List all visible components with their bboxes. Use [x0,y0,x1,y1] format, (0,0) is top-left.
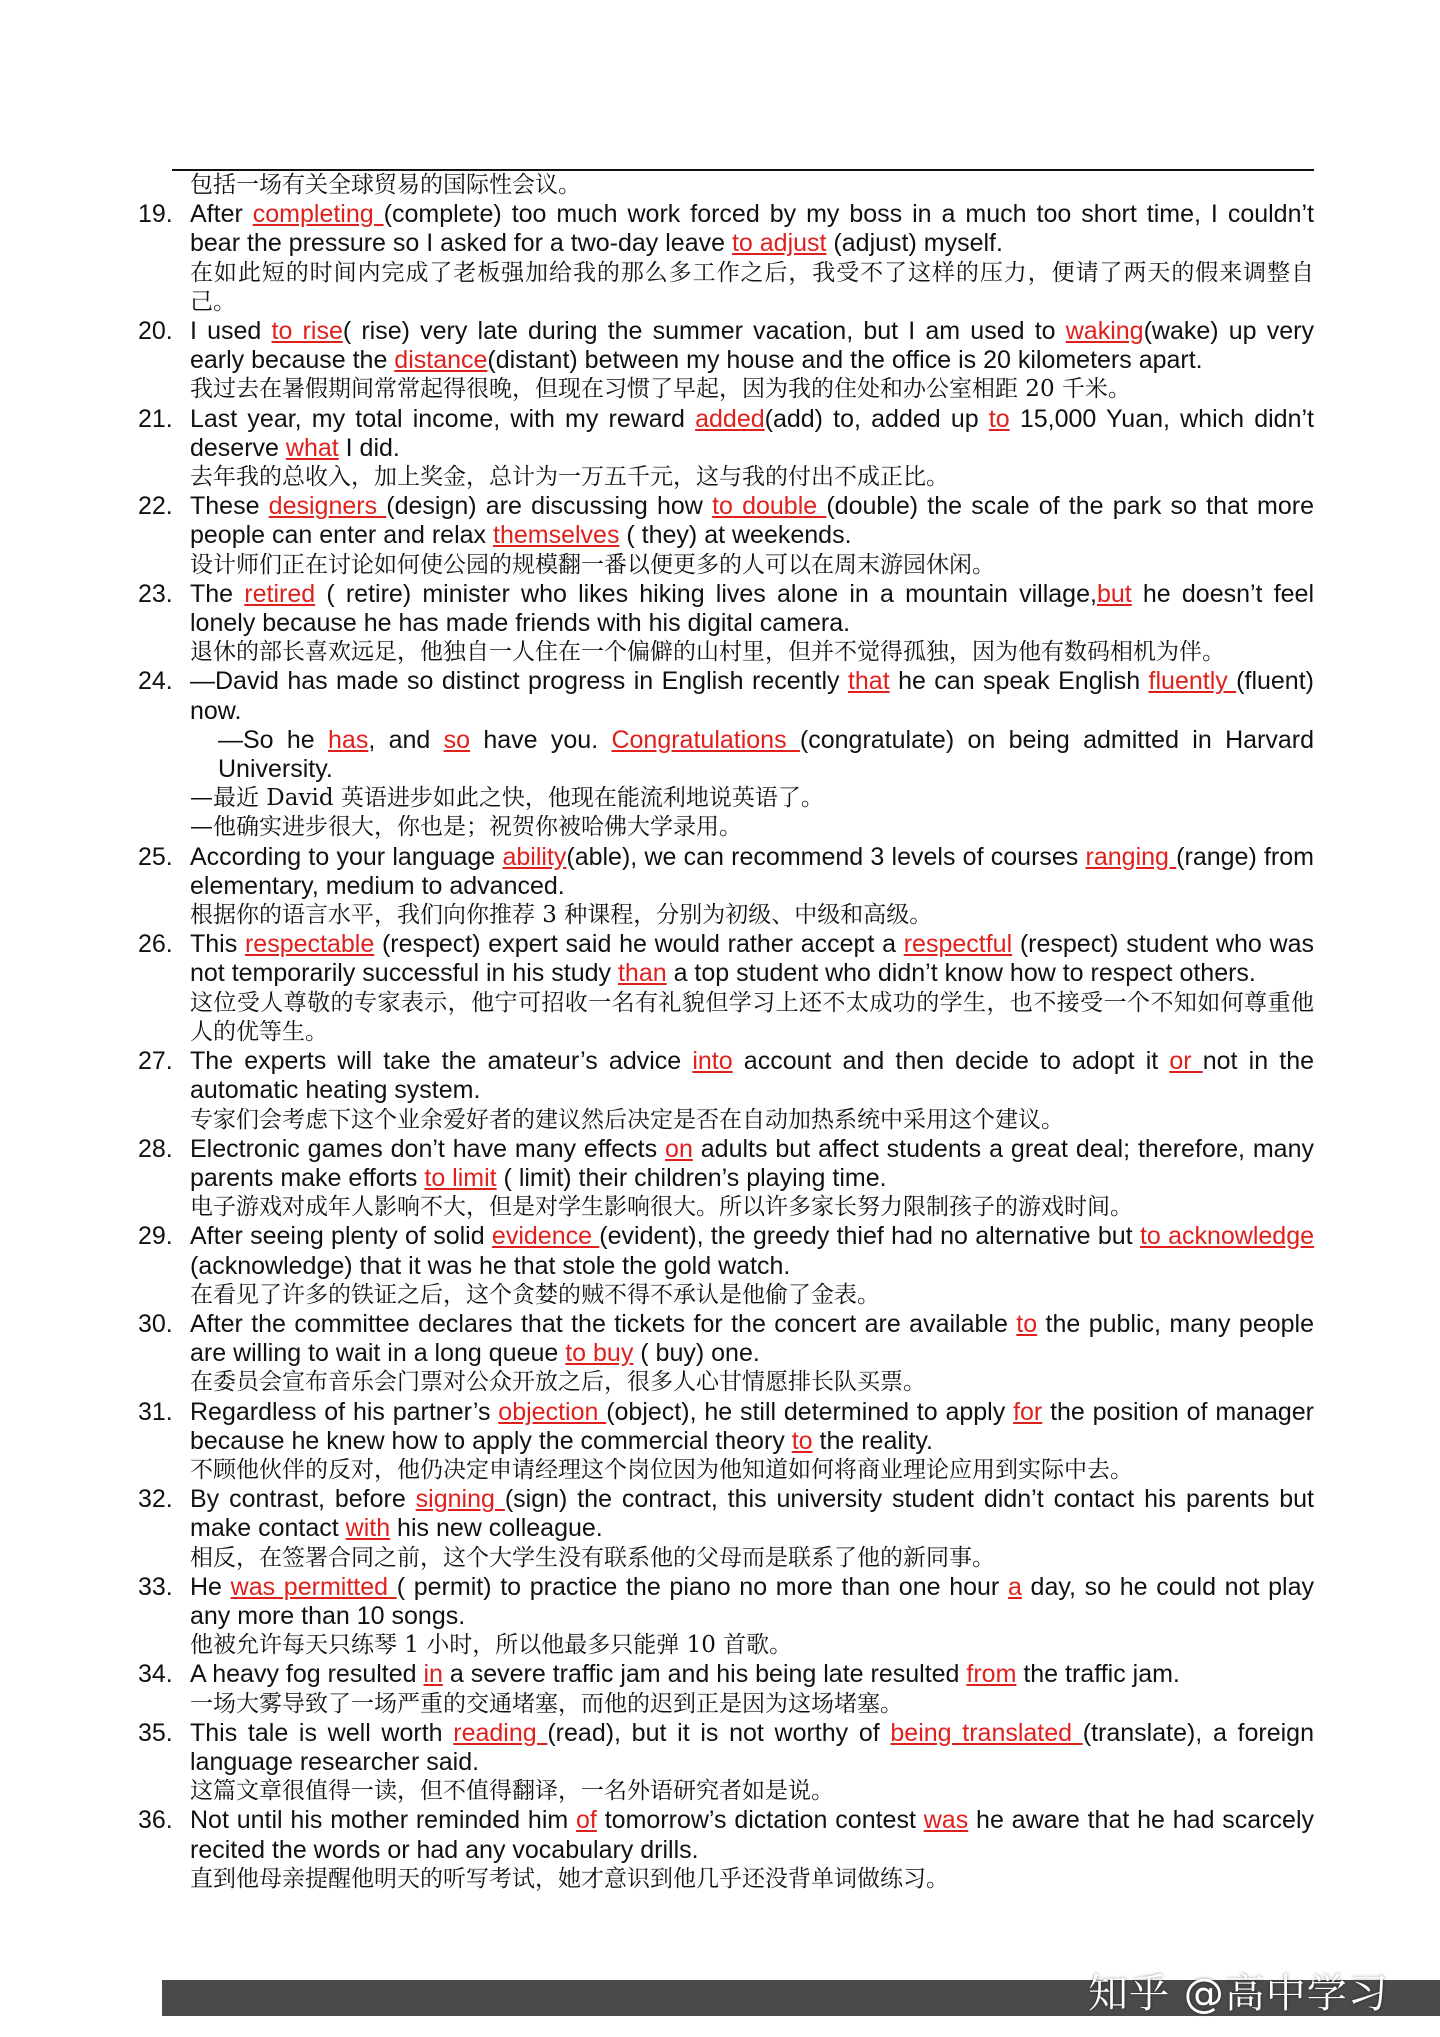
answer-blank: fluently [1148,667,1237,696]
english-sentence [190,930,1314,988]
english-sentence [190,1573,1314,1631]
sentence-text: account and then decide to adopt it [732,1047,1170,1076]
exercise-item [138,1485,1314,1573]
answer-blank: to double [712,492,827,521]
english-sentence [190,1135,1314,1193]
chinese-translation: 在看见了许多的铁证之后，这个贪婪的贼不得不承认是他偷了金表。 [190,1281,880,1308]
chinese-translation: 不顾他伙伴的反对，他仍决定申请经理这个岗位因为他知道如何将商业理论应用到实际中去。 [190,1456,1133,1483]
sentence-text: —David has made so distinct progress in English recently [190,667,848,696]
english-sentence [190,726,1314,784]
sentence-text: A heavy fog resulted [190,1660,424,1689]
sentence-text: a top student who didn’t know how to respect others. [666,959,1256,988]
answer-blank: that [847,667,890,696]
item-number: 32. [138,1485,173,1514]
exercise-item [138,843,1314,931]
exercise-list [138,200,1314,1894]
english-sentence [190,1222,1314,1280]
sentence-text: (distant) between my house and the office is 20 kilometers apart. [487,346,1203,375]
answer-blank: retired [244,579,316,608]
english-sentence [190,1719,1314,1777]
sentence-text: The [190,579,245,608]
item-number: 25. [138,842,173,871]
answer-blank: in [423,1660,443,1689]
exercise-item [138,1398,1314,1486]
english-sentence [190,317,1314,375]
item-number: 33. [138,1572,173,1601]
item-number: 24. [138,667,173,696]
sentence-text: his new colleague. [390,1514,603,1543]
sentence-text: (fluent) now. [190,667,1314,725]
item-number: 26. [138,930,173,959]
answer-blank: to rise [271,317,343,346]
sentence-text: (complete) too much work forced by my boss in a much too short time, I couldn’t bear the pressure so I asked for a two-day leave [190,200,1314,258]
item-number: 31. [138,1397,173,1426]
sentence-text: ( limit) their children’s playing time. [496,1163,887,1192]
sentence-text: (design) are discussing how [386,492,713,521]
carryover-translation: 包括一场有关全球贸易的国际性会议。 [190,172,581,198]
answer-blank: with [345,1514,391,1543]
sentence-text: Regardless of his partner’s [190,1397,499,1426]
sentence-text: a severe traffic jam and his being late resulted [442,1660,967,1689]
item-number: 35. [138,1718,173,1747]
english-sentence [190,1398,1314,1456]
sentence-text: ( buy) one. [633,1339,760,1368]
chinese-translation: 在如此短的时间内完成了老板强加给我的那么多工作之后，我受不了这样的压力，便请了两天的假来调整自己。 [190,259,1314,315]
sentence-text: the public, many people are willing to wait in a long queue [190,1309,1314,1368]
chinese-translation: 这篇文章很值得一读，但不值得翻译，一名外语研究者如是说。 [190,1778,834,1805]
answer-blank: to buy [565,1339,634,1368]
answer-blank: reading [453,1718,548,1747]
answer-blank: for [1013,1397,1043,1426]
item-number: 23. [138,579,173,608]
english-sentence [190,492,1314,550]
exercise-item [138,667,1314,842]
exercise-item [138,1222,1314,1310]
item-number: 30. [138,1309,173,1338]
watermark: 知乎 @高中学习 [1088,1971,1389,2017]
document-body [138,171,1314,1894]
answer-blank: than [617,959,667,988]
exercise-item [138,1135,1314,1223]
sentence-text: After the committee declares that the tickets for the concert are available [190,1309,1017,1338]
sentence-text: By contrast, before [190,1485,416,1514]
answer-blank: objection [498,1397,607,1426]
answer-blank: to [988,404,1010,433]
english-sentence [190,1660,1314,1689]
item-number: 27. [138,1047,173,1076]
answer-blank: on [665,1134,693,1163]
exercise-item [138,405,1314,493]
english-sentence [190,1485,1314,1543]
item-number: 28. [138,1134,173,1163]
sentence-text: (wake) up very early because the [190,317,1314,375]
exercise-item [138,317,1314,405]
chinese-translation: 一场大雾导致了一场严重的交通堵塞，而他的迟到正是因为这场堵塞。 [190,1690,903,1717]
chinese-translation: 他被允许每天只练琴 1 小时，所以他最多只能弹 10 首歌。 [190,1632,793,1659]
answer-blank: waking [1065,317,1144,346]
sentence-text: he can speak English [889,667,1149,696]
sentence-text: This tale is well worth [190,1718,454,1747]
item-number: 21. [138,404,173,433]
sentence-text: I did. [338,433,400,462]
sentence-text: These [190,492,269,521]
sentence-text: After seeing plenty of solid [190,1222,492,1251]
sentence-text: ( they) at weekends. [619,521,852,550]
sentence-text: The experts will take the amateur’s advice [190,1047,693,1076]
chinese-translation: 直到他母亲提醒他明天的听写考试，她才意识到他几乎还没背单词做练习。 [190,1865,949,1892]
answer-blank: to acknowledge [1139,1222,1315,1251]
answer-blank: ability [502,842,567,871]
sentence-text: (congratulate) on being admitted in Harvard University. [218,725,1314,784]
chinese-translation: —他确实进步很大，你也是；祝贺你被哈佛大学录用。 [190,814,742,841]
answer-blank: or [1169,1047,1203,1076]
sentence-text: the position of manager because he knew how to apply the commercial theory [190,1397,1314,1455]
sentence-text: have you. [470,725,612,754]
chinese-translation: 这位受人尊敬的专家表示，他宁可招收一名有礼貌但学习上还不太成功的学生，也不接受一个不知如何尊重他人的优等生。 [190,989,1314,1045]
item-number: 36. [138,1806,173,1835]
sentence-text: Last year, my total income, with my reward [190,404,696,433]
answer-blank: but [1096,579,1132,608]
answer-blank: Congratulations [611,725,800,754]
exercise-item [138,1719,1314,1807]
sentence-text: (evident), the greedy thief had no alternative but [599,1222,1140,1251]
sentence-text: day, so he could not play any more than 10 songs. [190,1572,1314,1630]
exercise-item [138,492,1314,580]
exercise-item [138,930,1314,1047]
sentence-text: Electronic games don’t have many effects [190,1134,666,1163]
chinese-translation: 相反，在签署合同之前，这个大学生没有联系他的父母而是联系了他的新同事。 [190,1544,995,1571]
sentence-text: , and [368,725,444,754]
exercise-item [138,1310,1314,1398]
answer-blank: has [328,725,369,754]
answer-blank: themselves [493,521,620,550]
english-sentence [190,405,1314,463]
sentence-text: (respect) student who was not temporarily successful in his study [190,930,1314,988]
answer-blank: added [695,404,765,433]
exercise-item [138,1806,1314,1894]
sentence-text: (able), we can recommend 3 levels of courses [566,842,1086,871]
item-number: 20. [138,317,173,346]
exercise-item [138,1047,1314,1135]
sentence-text: —So he [218,725,329,754]
sentence-text: He [190,1572,231,1601]
answer-blank: into [692,1047,733,1076]
english-sentence [190,843,1314,901]
answer-blank: to limit [424,1163,497,1192]
chinese-translation: 退休的部长喜欢远足，他独自一人住在一个偏僻的山村里，但并不觉得孤独，因为他有数码相机为伴。 [190,639,1225,666]
chinese-translation: 在委员会宣布音乐会门票对公众开放之后，很多人心甘情愿排长队买票。 [190,1369,926,1396]
exercise-item [138,580,1314,668]
answer-blank: to adjust [731,229,827,258]
sentence-text: ( permit) to practice the piano no more than one hour [396,1572,1008,1601]
answer-blank: designers [268,492,387,521]
answer-blank: from [966,1660,1017,1689]
chinese-translation: 我过去在暑假期间常常起得很晚，但现在习惯了早起，因为我的住处和办公室相距 20 千米。 [190,376,1131,403]
sentence-text: not in the automatic heating system. [190,1047,1315,1105]
sentence-text: After [190,200,253,229]
sentence-text: he aware that he had scarcely recited the words or had any vocabulary drills. [190,1806,1314,1864]
chinese-translation: 根据你的语言水平，我们向你推荐 3 种课程，分别为初级、中级和高级。 [190,902,933,929]
sentence-text: (add) to, added up [764,404,989,433]
exercise-item [138,200,1314,317]
answer-blank: so [443,725,471,754]
chinese-translation: —最近 David 英语进步如此之快，他现在能流利地说英语了。 [190,785,824,812]
item-number: 29. [138,1222,173,1251]
answer-blank: of [576,1806,597,1835]
sentence-text: This [190,930,245,959]
sentence-text: ( retire) minister who likes hiking lives alone in a mountain village, [315,579,1097,608]
answer-blank: to [1016,1309,1038,1338]
sentence-text: (range) from elementary, medium to advanced. [190,842,1314,900]
english-sentence [190,1806,1314,1864]
answer-blank: ranging [1085,842,1177,871]
sentence-text: According to your language [190,842,503,871]
sentence-text: the reality. [812,1426,934,1455]
chinese-translation: 专家们会考虑下这个业余爱好者的建议然后决定是否在自动加热系统中采用这个建议。 [190,1106,1064,1133]
english-sentence [190,580,1314,638]
sentence-text: the traffic jam. [1016,1660,1180,1689]
sentence-text: 15,000 Yuan, which didn’t deserve [190,404,1314,462]
sentence-text: (translate), a foreign language researcher said. [190,1718,1314,1776]
english-sentence [190,200,1314,258]
sentence-text: (double) the scale of the park so that more people can enter and relax [190,492,1314,550]
answer-blank: what [285,433,339,462]
answer-blank: a [1007,1572,1022,1601]
sentence-text: (acknowledge) that it was he that stole the gold watch. [190,1251,791,1280]
answer-blank: completing [252,200,384,229]
sentence-text: (sign) the contract, this university student didn’t contact his parents but make contact [190,1485,1314,1543]
sentence-text: ( rise) very late during the summer vacation, but I am used to [342,317,1066,346]
chinese-translation: 设计师们正在讨论如何使公园的规模翻一番以便更多的人可以在周末游园休闲。 [190,551,995,578]
english-sentence [190,667,1314,725]
answer-blank: respectful [903,930,1013,959]
english-sentence [190,1310,1314,1368]
sentence-text: (respect) expert said he would rather accept a [374,930,904,959]
answer-blank: was permitted [230,1572,397,1601]
sentence-text: (read), but it is not worthy of [547,1718,891,1747]
sentence-text: adults but affect students a great deal; therefore, many parents make efforts [190,1134,1314,1192]
chinese-translation: 电子游戏对成年人影响不大，但是对学生影响很大。所以许多家长努力限制孩子的游戏时间。 [190,1194,1133,1221]
answer-blank: being translated [890,1718,1083,1747]
sentence-text: tomorrow’s dictation contest [596,1806,924,1835]
item-number: 22. [138,492,173,521]
sentence-text: he doesn’t feel lonely because he has made friends with his digital camera. [190,579,1314,638]
answer-blank: was [923,1806,969,1835]
answer-blank: to [791,1426,813,1455]
item-number: 19. [138,200,173,229]
sentence-text: I used [190,317,272,346]
sentence-text: (object), he still determined to apply [606,1397,1014,1426]
item-number: 34. [138,1660,173,1689]
sentence-text: (adjust) myself. [826,229,1003,258]
answer-blank: distance [394,346,488,375]
exercise-item [138,1573,1314,1661]
answer-blank: evidence [491,1222,600,1251]
english-sentence [190,1047,1314,1105]
chinese-translation: 去年我的总收入，加上奖金，总计为一万五千元，这与我的付出不成正比。 [190,464,949,491]
exercise-item [138,1660,1314,1718]
answer-blank: respectable [244,930,375,959]
answer-blank: signing [415,1485,505,1514]
sentence-text: Not until his mother reminded him [190,1806,577,1835]
